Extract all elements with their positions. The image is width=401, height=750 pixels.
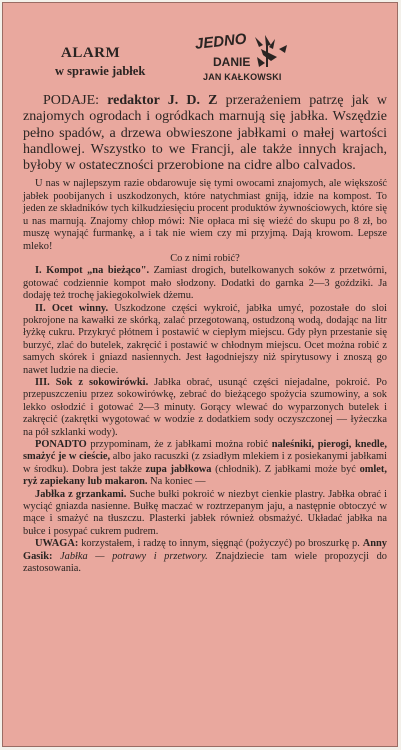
article-subtitle: w sprawie jabłek [55,64,146,78]
uwaga-paragraph: UWAGA: korzystałem, i radzę to innym, sięgnąć (pożyczyć) po broszurkę p. Anny Gasik: Jabłka — potrawy i przetwory. Znajdziecie tam wiele propozycji do zastosowania. [23,538,387,575]
newspaper-clipping [2,2,398,747]
logo-author: JAN KAŁKOWSKI [203,72,282,82]
article-title: ALARM [61,45,121,61]
article-header [3,3,397,89]
svg-text:JEDNO: JEDNO [194,31,248,53]
sprig-icon [255,35,287,67]
ponadto-paragraph: PONADTO przypominam, że z jabłkami można robić naleśniki, pierogi, knedle, smażyć je w cieście, albo jako racuszki (z zsiadłym mlekiem i z posiekanymi jabłkami w środku). Dobra jest także zupa jabłkowa (chłodnik). Z jabłkami może być omlet, ryż zapiekany lub makaron. Na koniec — [23,439,388,488]
paragraph: U nas w najlepszym razie obdarowuje się tymi owocami znajomych, ale większość jabłek poobijanych i uszkodzonych, które natychmiast gniją, idzie na kompost. To jeden ze składników tych kilkudziesięciu procent produktów żywnościowych, które się u nas marnują. Znajomy chłop mówi: Nie opłaca mi się wieźć do skupu po 8 zł, bo muszę wynająć furmankę, a i tak nie wiem czy mi przyjmą. Dają krowom. Lepsze mleko! [23,178,387,252]
grzanki-paragraph: Jabłka z grzankami. Suche bułki pokroić w niezbyt cienkie plastry. Jabłka obrać i wyciąć gniazda nasienne. Bułkę maczać w roztrzepanym jaju, a następnie obtoczyć w mące i smażyć na tłuszczu. Plasterki jabłek również obsmażyć. Układać jabłka na bułce i posypać cukrem pudrem. [23,488,387,537]
item-kompot: I. Kompot „na bieżąco". Zamiast drogich, butelkowanych soków z przetwórni, gotować codziennie kompot mało słodzony. Dodatki do garnka 2—3 goździki. Ja dodaję też trochę jakiegokolwiek dżemu. [23,265,387,302]
svg-text:DANIE: DANIE [213,55,251,69]
question-heading: Co z nimi robić? [170,252,240,264]
lead-paragraph: PODAJE: redaktor J. D. Z przerażeniem patrzę jak w znajomych ogrodach i ogródkach marnują się jabłka. Wszędzie pełno spadów, a drzewa obwieszone jabłkami o małej wartości handlowej. Wszystko to we Francji, ale także innych krajach, byłoby w ostateczności przerobione na cidre albo calvados. [23,93,387,174]
article-body [23,93,387,575]
item-ocet: II. Ocet winny. Uszkodzone części wykroić, jabłka umyć, pozostałe do sloi pokrojone na kawałki ze skórką, zalać przegotowaną, ostudzoną wodą, dodając na litr łyżkę cukru. Przykryć płótnem i postawić w ciepłym miejscu. Gdy płyn przestanie się burzyć, zlać do butelek, zakręcić i postawić w chłodnym miejscu. Ocet można robić z samych skórek i gniazd nasiennych. Jest łagodniejszy niż spirytusowy i znoszą go nawet ludzie na diecie. [23,302,387,376]
item-sok: III. Sok z sokowirówki. Jabłka obrać, usunąć części niejadalne, pokroić. Po przepuszczeniu przez sokowirówkę, zebrać do bieżącego spożycia szumowiny, a sok lekko osłodzić i gotować 2—3 minuty. Gorący wlewać do wyparzonych butelek i zakręcić (zakrętki wygotować w wodzie z dodatkiem sody oczyszczonej — łyżeczka na pół szklanki wody). [23,376,387,438]
